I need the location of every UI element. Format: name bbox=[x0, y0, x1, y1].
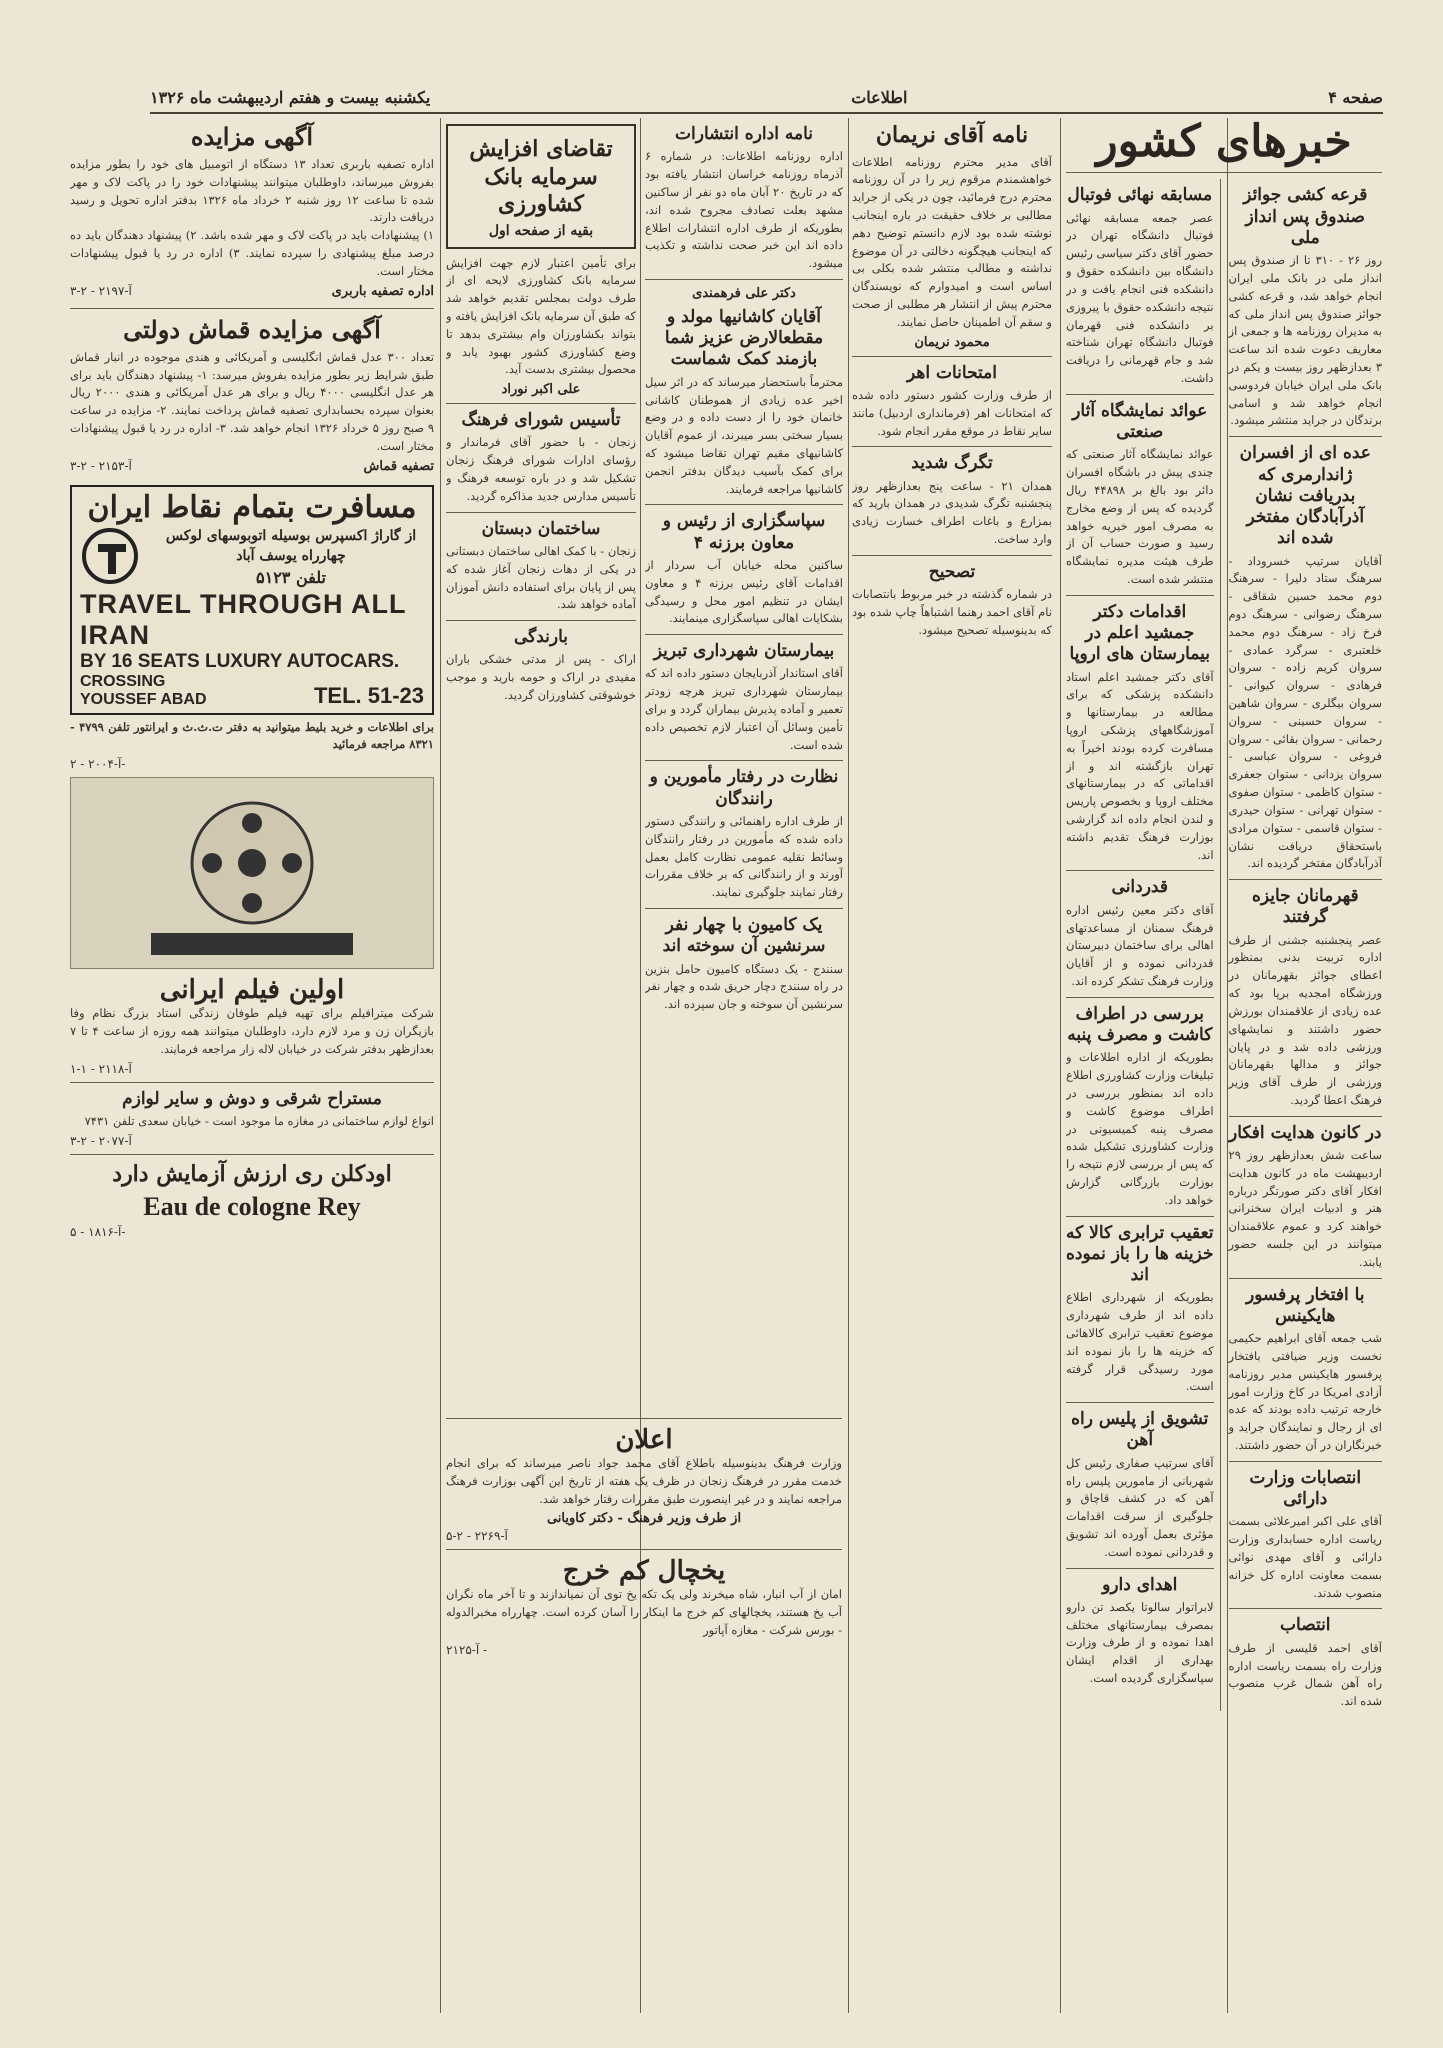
article-title: انتصاب bbox=[1280, 1615, 1331, 1636]
issue-date: یکشنبه بیست و هفتم اردیبهشت ماه ۱۳۲۶ bbox=[150, 87, 431, 107]
article-title: تقاضای افزایش سرمایه بانک کشاورزی bbox=[469, 136, 613, 217]
article-body: آقای مدیر محترم روزنامه اطلاعات خواهشمندم مرقوم زیر را در آن روزنامه محترم درج فرمائید، چون در یکی از جراید مطالبی بر خلاف حقیقت در باره اینجانب نوشته شده بود لازم دانستم توضیح دهم که اینجانب هیچگونه دخالتی در آن موضوع نداشته و مطالب منتشر شده بکلی بی اساس است و امیدوارم که نویسندگان محترم پیش از انتشار هر مطلبی از صحت و سقم آن اطمینان حاصل نمایند. bbox=[852, 154, 1052, 329]
article-title: تصحیح bbox=[928, 561, 976, 582]
film-ad-title: اولین فیلم ایرانی bbox=[159, 975, 345, 1006]
article-body: اراک - پس از مدتی خشکی باران مفیدی در اراک و حومه بارید و موجب خوشوقتی کشاورزان گردید. bbox=[446, 652, 636, 703]
article-body: سنندج - یک دستگاه کامیون حامل بنزین در راه سنندج دچار حریق شده و چهار نفر سرنشین آن سوخته و جان سپرده اند. bbox=[645, 961, 843, 1012]
article-body: بطوریکه از اداره اطلاعات و تبلیغات وزارت کشاورزی اطلاع داده اند بمنظور بررسی در اطراف موضوع کاشت و مصرف پنبه کمیسیونی در وزارت کشاورزی تشکیل شده که پس از بررسی لازم نتیجه را بوزارت بازرگانی گزارش خواهد داد. bbox=[1066, 1050, 1214, 1207]
article-body: از طرف وزارت کشور دستور داده شده که امتحانات اهر (فرمانداری اردبیل) مانند سایر نقاط در موقع مقرر انجام شود. bbox=[852, 387, 1052, 438]
travel-ad-note: برای اطلاعات و خرید بلیط میتوانید به دفتر ت.ث.ث و ایرانتور تلفن ۴۷۹۹ - ۸۳۲۱ مراجعه فرمائید bbox=[70, 719, 434, 752]
signature: دکتر علی فرهمندی bbox=[692, 285, 796, 301]
travel-ad-title: مسافرت بتمام نقاط ایران bbox=[87, 489, 417, 525]
article-body: زنجان - با حضور آقای فرماندار و رؤسای ادارات شورای فرهنگ زنجان تشکیل شد و در باره توسعه فرهنگ و تأسیس مدارس جدید مذاکره گردید. bbox=[446, 435, 636, 503]
article-body: آقای احمد قلیسی از طرف وزارت راه بسمت ریاست اداره راه آهن شمال غرب منصوب شده اند. bbox=[1228, 1640, 1382, 1709]
travel-ad-place: YOUSSEF ABAD bbox=[80, 690, 207, 708]
article-title: قدردانی bbox=[1111, 877, 1168, 898]
article-body: آقای دکتر معین رئیس اداره فرهنگ سمنان از مساعدتهای اهالی برای ساختمان دبیرستان قدردانی نموده و از آقایان وزارت فرهنگ تشکر کرده اند. bbox=[1066, 902, 1214, 988]
article-title: قرعه کشی جوائز صندوق پس انداز ملی bbox=[1243, 185, 1368, 248]
article-body: محترماً باستحضار میرساند که در اثر سیل اخیر عده زیادی از هموطنان کاشانی خانمان خود را از دست داده و در وضع بسیار سختی بسر میبرند، از عموم آقایان کاشانیهای مقیم تهران تقاضا میشود که برای کمک بآسیب دیدگان بدفتر انجمن کاشانیها مراجعه فرمایند. bbox=[645, 374, 843, 496]
column-agriculture bbox=[446, 118, 636, 1408]
article-title: در کانون هدایت افکار bbox=[1229, 1122, 1382, 1143]
bus-logo-icon bbox=[80, 526, 150, 586]
article-title: یک کامیون با چهار نفر سرنشین آن سوخته اند bbox=[662, 915, 826, 957]
article-body: عصر جمعه مسابقه نهائی فوتبال دانشگاه تهران در حضور آقای دکتر سیاسی رئیس دانشگاه بین دانشکده حقوق و دانشکده فنی انجام یافت و در نتیجه دانشکده حقوق با پیروزی بر دانشکده فنی قهرمان فوتبال دانشگاه تهران شناخته شد و جام قهرمانی را دریافت داشت. bbox=[1066, 210, 1214, 385]
article-title: امتحانات اهر bbox=[906, 362, 997, 383]
cologne-ad-title: اودکلن ری ارزش آزمایش دارد bbox=[112, 1160, 392, 1187]
article-body: عوائد نمایشگاه آثار صنعتی که چندی پیش در باشگاه افسران دائر بود بالغ بر ۴۴۸۹۸ ریال گردیده که پس از وضع مخارج به مصرف امور خیریه خواهد رسید و صورت حساب آن از طرف هیئت مدیره نمایشگاه منتشر شده است. bbox=[1066, 447, 1214, 586]
ad-code: آ-۲۱۹۷ - ۲-۳ bbox=[70, 283, 132, 298]
column-announcements bbox=[645, 118, 843, 1408]
travel-ad-subtitle: از گاراژ اکسپرس بوسیله اتوبوسهای لوکس bbox=[165, 527, 417, 544]
article-title: عوائد نمایشگاه آثار صنعتی bbox=[1072, 400, 1208, 443]
travel-ad-crossing: CROSSING bbox=[80, 672, 166, 690]
travel-ad-english-title: TRAVEL THROUGH ALL IRAN bbox=[80, 588, 406, 650]
ad-code: آ-۱۸۱۶ - ۵- bbox=[70, 1225, 126, 1240]
article-title: انتصابات وزارت دارائی bbox=[1249, 1467, 1362, 1510]
article-title: نامه آقای نریمان bbox=[875, 122, 1029, 148]
column-divider bbox=[440, 118, 441, 2013]
article-title: تشویق از پلیس راه آهن bbox=[1071, 1409, 1209, 1451]
article-body: زنجان - با کمک اهالی ساختمان دبستانی در یکی از دهات زنجان آغاز شده که پس از پایان برای استفاده دانش آموزان آماده خواهد شد. bbox=[446, 543, 636, 612]
subcolumn-left bbox=[1066, 179, 1221, 1711]
article-title: اقدامات دکتر جمشید اعلم در بیمارستان های اروپا bbox=[1069, 601, 1210, 665]
announcement-body: وزارت فرهنگ بدینوسیله باطلاع آقای محمد جواد ناصر میرساند که برای انجام خدمت مقرر در فرهنگ زنجان در ظرف یک هفته از تاریخ این آگهی بوزارت فرهنگ مراجعه نمایند و در غیر اینصورت طبق مقررات رفتار خواهد شد. bbox=[446, 1456, 842, 1506]
column-divider bbox=[1060, 118, 1061, 2013]
section-masthead: خبرهای کشور bbox=[1096, 118, 1352, 167]
article-title: اهدای دارو bbox=[1102, 1574, 1178, 1595]
article-body: آقای استاندار آذربایجان دستور داده اند که بیمارستان شهرداری تبریز هرچه زودتر تعمیر و آماده پذیرش بیماران گردد و برای تأمین وسائل آن اعتبار لازم تخصیص داده شده است. bbox=[645, 666, 843, 752]
plumbing-ad-body: انواع لوازم ساختمانی در مغازه ما موجود است - خیابان سعدی تلفن ۷۴۳۱ bbox=[84, 1113, 434, 1128]
travel-ad bbox=[70, 485, 434, 715]
ad-code: آ-۲۰۷۷ - ۲-۳ bbox=[70, 1133, 132, 1148]
ad-code: آ-۲۱۱۸ - ۱-۱ bbox=[70, 1061, 132, 1076]
article-title: تگرگ شدید bbox=[911, 453, 993, 474]
article-title: نظارت در رفتار مأمورین و رانندگان bbox=[649, 767, 839, 809]
ad-code: آ-۲۱۵۳ - ۲-۳ bbox=[70, 458, 132, 473]
ad-code: آ-۲۲۶۹ - ۲-۵ bbox=[446, 1529, 508, 1544]
ad-code: آ-۲۱۲۵ - bbox=[446, 1642, 488, 1657]
column-ads bbox=[70, 118, 434, 2018]
article-title: تعقیب ترابری کالا که خزینه ها را باز نموده اند bbox=[1066, 1222, 1214, 1286]
article-body: همدان ۲۱ - ساعت پنج بعدازظهر روز پنجشنبه تگرگ شدیدی در همدان بارید که بمزارع و باغات اطراف خسارت زیادی وارد ساخت. bbox=[852, 478, 1052, 546]
article-body: ساکنین محله خیابان آب سردار از اقدامات آقای رئیس برزنه ۴ و معاون ایشان در تنظیم امور محل و رسیدگی بشکایات اهالی سپاسگزاری مینمایند. bbox=[645, 557, 843, 626]
article-body: برای تأمین اعتبار لازم جهت افزایش سرمایه بانک کشاورزی لایحه ای از طرف دولت بمجلس تقدیم خواهد شد که طبق آن سرمایه بانک افزایش یافته و بتواند بکشاورزان وام بیشتری بدهد تا وضع کشاورزی کشور بهبود یابد و محصول بیشتری بدست آید. bbox=[446, 255, 636, 377]
paper-name: اطلاعات bbox=[851, 87, 908, 107]
announcement-signature: از طرف وزیر فرهنگ - دکتر کاویانی bbox=[546, 1511, 742, 1527]
article-title: عده ای از افسران ژاندارمری که بدریافت نشان آذرآبادگان مفتخر شده اند bbox=[1239, 443, 1371, 549]
article-body: آقای دکتر جمشید اعلم استاد دانشکده پزشکی که برای مطالعه در بیمارستانها و آموزشگاههای پزشکی اروپا مسافرت کرده بودند اخیراً به تهران بازگشته اند و از اقداماتی که در بیمارستانهای مختلف اروپا و بخصوص پاریس و لندن انجام داده اند گزارشی بوزارت فرهنگ تقدیم داشته اند. bbox=[1066, 669, 1214, 862]
article-title: بیمارستان شهرداری تبریز bbox=[653, 641, 835, 662]
article-box bbox=[446, 124, 636, 249]
article-body: ساعت شش بعدازظهر روز ۲۹ اردیبهشت ماه در کانون هدایت افکار آقای دکتر صورتگر درباره هنر و ادبیات ایران سخنرانی خواهند کرد و عموم علاقمندان میتوانند در این جلسه حضور یابند. bbox=[1228, 1148, 1382, 1269]
auction-items: ۱) پیشنهادات باید در پاکت لاک و مهر شده باشد. ۲) پیشنهاد دهندگان باید ده درصد مبلغ پیشنهادی را سپرده نمایند. ۳) اداره در رد یا قبول پیشنهادات مختار است. bbox=[70, 228, 434, 278]
textile-auction-signature: تصفیه قماش bbox=[363, 458, 434, 474]
article-body: اداره روزنامه اطلاعات: در شماره ۶ آذرماه روزنامه خراسان انتشار یافته بود که در تاریخ ۲۰ آبان ماه دو نفر از ساکنین مشهد بعلت تصادف مجروح شده اند، بطوریکه از طرف اداره انتشارات اطلاع داده اند این خبر صحت نداشته و تکذیب میشود. bbox=[645, 149, 843, 271]
article-title: تأسیس شورای فرهنگ bbox=[461, 410, 621, 431]
column-news-country bbox=[1066, 118, 1382, 2013]
article-title: آقایان کاشانیها مولد و مقطعالارض عزیز شما بازمند کمک شماست bbox=[664, 306, 824, 370]
auction-body: اداره تصفیه باربری تعداد ۱۳ دستگاه از اتومبیل های خود را بطور مزایده بفروش میرساند، داوطلبان میتوانند پیشنهادات خود را در پاکت لاک و مهر شده تا ساعت ۱۲ روز شنبه ۲ خرداد ماه ۱۳۲۶ بدفتر اداره تحویل و رسید دریافت دارند. bbox=[70, 157, 434, 225]
signature: محمود نریمان bbox=[914, 334, 990, 350]
article-title: قهرمانان جایزه گرفتند bbox=[1251, 886, 1359, 928]
bottom-middle bbox=[446, 1412, 842, 2012]
page-header bbox=[150, 84, 1383, 110]
plumbing-ad-title: مستراح شرقی و دوش و سایر لوازم bbox=[122, 1088, 382, 1109]
article-body: آقای سرتیپ صفاری رئیس کل شهربانی از مامورین پلیس راه آهن که در کشف قاچاق و جلوگیری از سرقت اقدامات مؤثری بعمل آورده اند تشویق و قدردانی نموده است. bbox=[1066, 1455, 1214, 1559]
article-title: با افتخار پرفسور هایکینس bbox=[1246, 1284, 1365, 1326]
article-title: نامه اداره انتشارات bbox=[675, 124, 813, 144]
subcolumn-right bbox=[1229, 179, 1382, 1711]
fridge-ad-title: یخچال کم خرج bbox=[562, 1556, 726, 1587]
article-title: مسابقه نهائی فوتبال bbox=[1067, 185, 1213, 206]
article-title: ساختمان دبستان bbox=[481, 518, 601, 539]
travel-ad-english-line: BY 16 SEATS LUXURY AUTOCARS. bbox=[80, 650, 400, 672]
article-body: بطوریکه از شهرداری اطلاع داده اند از طرف شهرداری موضوع تعقیب ترابری کالاهائی که خزینه ها را باز نموده اند مورد رسیدگی قرار گرفته است. bbox=[1066, 1290, 1214, 1394]
auction-title: آگهی مزایده bbox=[190, 122, 314, 151]
textile-auction-title: آگهی مزایده قماش دولتی bbox=[123, 314, 381, 344]
film-ad-body: شرکت میترافیلم برای تهیه فیلم طوفان زندگی استاد بزرگ نظام وفا بازیگران زن و مرد لازم دارد، داوطلبان میتوانند همه روزه از ساعت ۴ تا ۷ بعدازظهر بدفتر شرکت در خیابان لاله زار مراجعه فرمایند. bbox=[70, 1006, 434, 1056]
article-body: آقای علی اکبر امیرعلائی بسمت ریاست اداره حسابداری وزارت دارائی و آقای مهدی نوائی بسمت معاونت اداره کل خزانه منصوب شدند. bbox=[1228, 1514, 1382, 1600]
cologne-ad-english: Eau de cologne Rey bbox=[143, 1192, 361, 1222]
travel-ad-address: چهارراه یوسف آباد bbox=[236, 547, 346, 564]
article-body: عصر پنجشنبه جشنی از طرف اداره تربیت بدنی بمنظور اعطای جوائز بقهرمانان در ورزشگاه امجدیه برپا بود که عده زیادی از علاقمندان بورزش حضور داشتند و نمایشهای ورزشی داده شد و در پایان جوائز و مدالها بقهرمانان ورزشی از طرف آقای وزیر فرهنگ اعطا گردید. bbox=[1228, 932, 1382, 1107]
article-title: بارندگی bbox=[513, 627, 569, 648]
textile-auction-body: تعداد ۳۰۰ عدل قماش انگلیسی و آمریکائی و هندی موجوده در انبار قماش طبق شرایط زیر بطور مزایده بفروش میرسد: ۱- پیشنهاد دهندگان باید برای هر عدل انگلیسی ۴۰۰۰ ریال و برای هر عدل آمریکائی و هندی ۲۰۰۰ ریال بعنوان سپرده بحسابداری تصفیه قماش پرداخت نمایند. ۲- مزایده در ساعت ۹ صبح روز ۵ خرداد ۱۳۲۶ انجام خواهد شد. ۳- اداره در رد یا قبول پیشنهادات مختار است. bbox=[70, 349, 434, 453]
article-body: آقایان سرتیپ خسروداد - سرهنگ ستاد دلیرا - سرهنگ دوم محمد حسین شقاقی - سرهنگ رضوانی - سرهنگ دوم فرخ زاد - سرهنگ دوم محمد خلعتبری - سرگرد عمادی - سروان کریم زاده - سروان فرهادی - سروان کیوانی - سروان بیگلری - سروان شاهین - سروان حسینی - سروان رحمانی - سروان بقائی - سروان فروغی - سروان عباسی - سروان یزدانی - ستوان جعفری - ستوان کاظمی - ستوان صفوی - ستوان تهرانی - ستوان حیدری - ستوان قاسمی - ستوان مرادی باستحقاق دریافت نشان آذرآبادگان مفتخر گردیده اند. bbox=[1228, 553, 1382, 871]
page-number: صفحه ۴ bbox=[1328, 87, 1383, 107]
column-divider bbox=[848, 118, 849, 2013]
article-body: از طرف اداره راهنمائی و رانندگی دستور داده شده که مأمورین در رفتار رانندگان وسائط نقلیه عمومی نظارت کامل بعمل آورند و از رانندگانی که بر خلاف مقررات رفتار نمایند جلوگیری نمایند. bbox=[645, 813, 843, 900]
article-subtitle: بقیه از صفحه اول bbox=[488, 222, 594, 239]
column-nariman bbox=[852, 118, 1052, 2013]
article-body: در شماره گذشته در خبر مربوط بانتصابات نام آقای احمد رهنما اشتباهاً چاپ شده بود که بدینوسیله تصحیح میشود. bbox=[852, 587, 1052, 637]
article-title: بررسی در اطراف کاشت و مصرف پنبه bbox=[1067, 1003, 1213, 1046]
header-rule bbox=[150, 112, 1383, 114]
signature: علی اکبر نوراد bbox=[501, 382, 581, 398]
auction-signature: اداره تصفیه باربری bbox=[331, 283, 434, 299]
article-body: لابراتوار سالوتا یکصد تن دارو بمصرف بیمارستانهای مختلف اهدا نموده و از طرف وزارت بهداری از اقدام ایشان سپاسگزاری گردیده است. bbox=[1066, 1599, 1214, 1686]
article-body: روز ۲۶ - ۳۱۰ تا از صندوق پس انداز ملی در بانک ملی ایران انجام خواهد شد، و قرعه کشی جوائز صندوق پس انداز ملی که به مدیران روزنامه ها و جمعی از معاریف دعوت شده اند ساعت ۳ بعدازظهر روز بیست و یکم در بانک ملی ایران خیابان فردوسی انجام خواهد شد و اسامی برندگان در جراید منتشر میشود. bbox=[1228, 253, 1382, 428]
travel-ad-phone: تلفن ۵۱۲۳ bbox=[256, 567, 326, 587]
fridge-ad-body: امان از آب انبار، شاه میخرند ولی یک تکه یخ توی آن نمیاندازند و تا آخر ماه نگران آب یخ هستند، یخچالهای کم خرج ما اینکار را آسان کرده است. چهارراه مخبرالدوله - بورس شرکت - مغازه آپاتور bbox=[446, 1587, 842, 1638]
article-body: شب جمعه آقای ابراهیم حکیمی نخست وزیر ضیافتی بافتخار پرفسور هایکینس مدیر روزنامه آزادی امریکا در کاخ وزارت امور خارجه ترتیب داده بودند که عده ای از رجال و نمایندگان جراید و خبرنگاران در آن حضور داشتند. bbox=[1228, 1331, 1382, 1453]
film-ad-illustration bbox=[70, 777, 434, 969]
ad-code: آ-۲۰۰۴ - ۲- bbox=[70, 757, 126, 772]
article-title: سپاسگزاری از رئیس و معاون برزنه ۴ bbox=[662, 511, 826, 553]
film-reel-icon bbox=[71, 778, 433, 968]
announcement-title: اعلان bbox=[615, 1425, 673, 1455]
travel-ad-tel: TEL. 51-23 bbox=[313, 682, 424, 708]
